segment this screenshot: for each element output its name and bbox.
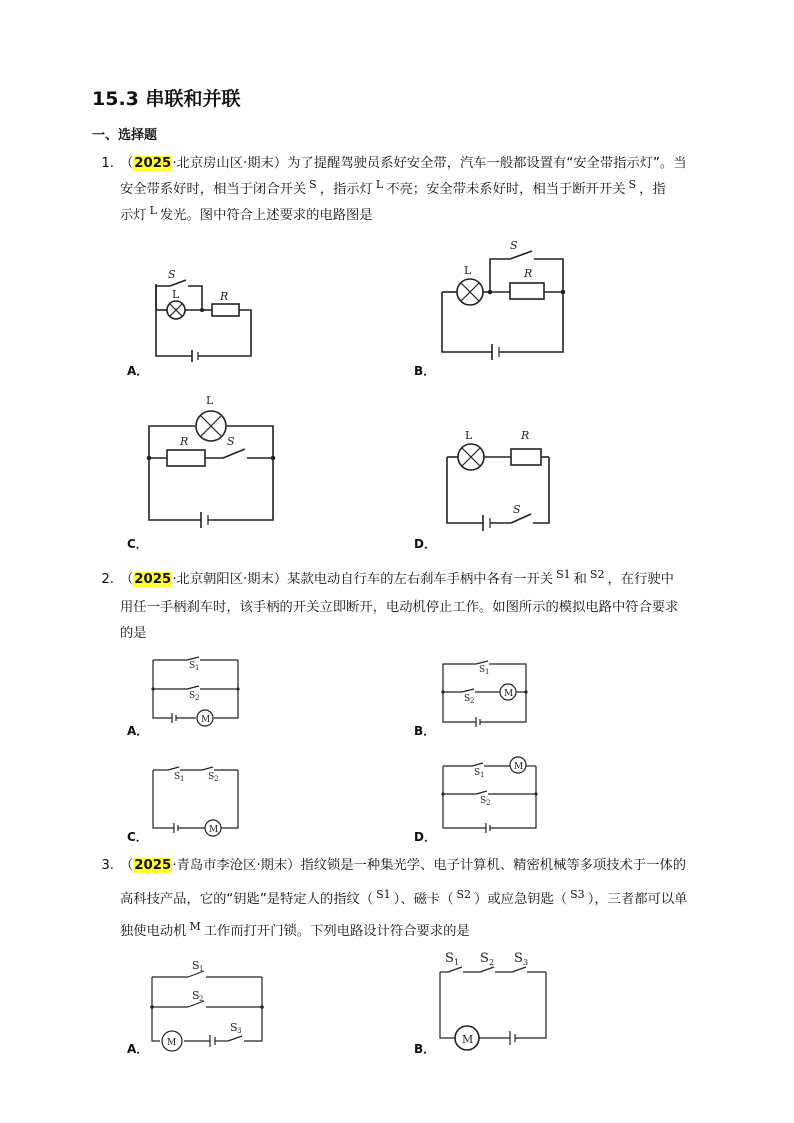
- label-m: M: [514, 762, 524, 772]
- symbol-s1: S1: [556, 568, 571, 581]
- label-s3: S: [230, 1021, 238, 1034]
- text: ·青岛市李沧区·期末）指纹锁是一种集光学、电子计算机、精密机械等多项技术于一体的: [172, 858, 687, 873]
- label-s2: S: [192, 989, 200, 1002]
- label-r: R: [220, 290, 229, 303]
- text: 独使电动机: [120, 924, 187, 939]
- page-title: 15.3 串联和并联: [92, 88, 241, 110]
- text: 高科技产品，它的“钥匙”是特定人的指纹（: [120, 892, 374, 907]
- label-s1: S: [445, 951, 454, 966]
- label-s: S: [513, 503, 521, 516]
- subscript: 2: [486, 799, 491, 807]
- text: 和: [573, 572, 587, 587]
- text: ·北京房山区·期末）为了提醒驾驶员系好安全带，汽车一般都设置有“安全带指示灯”。当: [172, 156, 687, 171]
- question-2: [92, 568, 704, 640]
- question-1-line-3: [120, 204, 373, 223]
- label-m: M: [201, 715, 211, 725]
- text: ）、磁卡（: [393, 892, 454, 907]
- option-d: D．: [414, 830, 436, 844]
- text: ），三者都可以单: [587, 892, 688, 907]
- label-s2: S: [480, 951, 489, 966]
- text: （: [120, 156, 134, 171]
- label-l: L: [172, 288, 180, 301]
- option-b: B．: [414, 364, 436, 378]
- label-l: L: [464, 264, 472, 277]
- subscript: 1: [199, 965, 204, 973]
- option-c: C．: [127, 537, 148, 551]
- label-l: L: [206, 394, 214, 407]
- symbol-s: S: [628, 178, 637, 191]
- option-a: A．: [127, 364, 149, 378]
- label-m: M: [167, 1038, 177, 1048]
- subscript: 1: [480, 771, 485, 779]
- symbol-s2: S2: [456, 888, 472, 901]
- label-s2: S: [208, 772, 215, 782]
- question-number: 1.: [101, 156, 114, 171]
- question-2-line-1: [92, 568, 674, 587]
- option-a: A．: [127, 724, 149, 738]
- symbol-s2: S2: [589, 568, 605, 581]
- symbol-l: L: [149, 204, 157, 217]
- option-b: B．: [414, 724, 436, 738]
- question-3: [92, 854, 704, 940]
- label-m: M: [209, 825, 219, 835]
- text: ，指示灯: [319, 182, 373, 197]
- label-r: R: [524, 267, 533, 280]
- symbol-s3: S3: [570, 888, 585, 901]
- subscript: 2: [489, 958, 495, 967]
- label-s: S: [168, 268, 176, 281]
- text: ）或应急钥匙（: [474, 892, 568, 907]
- symbol-s: S: [309, 178, 317, 191]
- option-c: C．: [127, 830, 148, 844]
- label-r: R: [180, 435, 189, 448]
- q1-circuit-a: [150, 268, 260, 363]
- label-s2: S: [480, 796, 487, 806]
- label-r: R: [521, 429, 530, 442]
- q3-circuit-b: [436, 946, 551, 1052]
- q1-circuit-d: [443, 425, 558, 530]
- year-tag: 2025: [134, 156, 172, 171]
- text: 的是: [120, 626, 147, 641]
- text: （: [120, 572, 134, 587]
- option-b: B．: [414, 1042, 436, 1056]
- subscript: 3: [523, 958, 529, 967]
- label-s1: S: [474, 768, 481, 778]
- question-number: 3.: [101, 858, 114, 873]
- subscript: 1: [195, 664, 200, 672]
- question-2-line-3: [120, 622, 147, 641]
- q1-circuit-c: [143, 390, 283, 530]
- label-s1: S: [174, 772, 181, 782]
- year-tag: 2025: [134, 858, 172, 873]
- year-tag: 2025: [134, 572, 172, 587]
- question-3-line-2: [120, 888, 687, 907]
- text: 用任一手柄刹车时，该手柄的开关立即断开，电动机停止工作。如图所示的模拟电路中符合要求: [120, 600, 679, 615]
- q2-circuit-a: [150, 656, 245, 724]
- question-3-line-3: [120, 920, 470, 939]
- label-s3: S: [514, 951, 523, 966]
- text: 安全带系好时，相当于闭合开关: [120, 182, 307, 197]
- question-1-line-1: [92, 152, 687, 171]
- text: ，指: [639, 182, 666, 197]
- label-m: M: [504, 689, 514, 699]
- label-s1: S: [192, 959, 200, 972]
- q2-circuit-d: [440, 756, 540, 834]
- label-s1: S: [189, 661, 196, 671]
- label-s2: S: [464, 694, 471, 704]
- symbol-l: L: [375, 178, 384, 191]
- option-d: D．: [414, 537, 436, 551]
- label-s: S: [227, 435, 235, 448]
- text: 不亮；安全带未系好时，相当于断开开关: [386, 182, 626, 197]
- question-number: 2.: [101, 572, 114, 587]
- symbol-m: M: [189, 920, 201, 933]
- label-s1: S: [479, 665, 486, 675]
- subscript: 2: [214, 775, 219, 783]
- question-1: [92, 152, 704, 222]
- subscript: 2: [470, 697, 475, 705]
- question-2-line-2: [120, 596, 678, 615]
- text: ·北京朝阳区·期末）某款电动自行车的左右刹车手柄中各有一开关: [172, 572, 554, 587]
- label-l: L: [465, 429, 473, 442]
- label-m: M: [462, 1033, 474, 1046]
- subscript: 2: [199, 995, 204, 1003]
- text: 工作而打开门锁。下列电路设计符合要求的是: [203, 924, 470, 939]
- subscript: 2: [195, 694, 200, 702]
- text: （: [120, 858, 134, 873]
- text: 示灯: [120, 208, 147, 223]
- label-s: S: [510, 239, 518, 252]
- q2-circuit-c: [150, 766, 242, 836]
- option-a: A．: [127, 1042, 149, 1056]
- q2-circuit-b: [440, 660, 532, 728]
- section-heading: 一、选择题: [92, 128, 158, 143]
- q1-circuit-b: [438, 234, 573, 359]
- subscript: 1: [180, 775, 185, 783]
- label-s2: S: [189, 691, 196, 701]
- text: ，在行驶中: [607, 572, 674, 587]
- question-3-line-1: [92, 854, 686, 873]
- q3-circuit-a: [148, 955, 268, 1055]
- subscript: 1: [454, 958, 460, 967]
- question-1-line-2: [120, 178, 666, 197]
- subscript: 3: [237, 1027, 242, 1035]
- text: 发光。图中符合上述要求的电路图是: [159, 208, 373, 223]
- subscript: 1: [485, 668, 490, 676]
- symbol-s1: S1: [376, 888, 391, 901]
